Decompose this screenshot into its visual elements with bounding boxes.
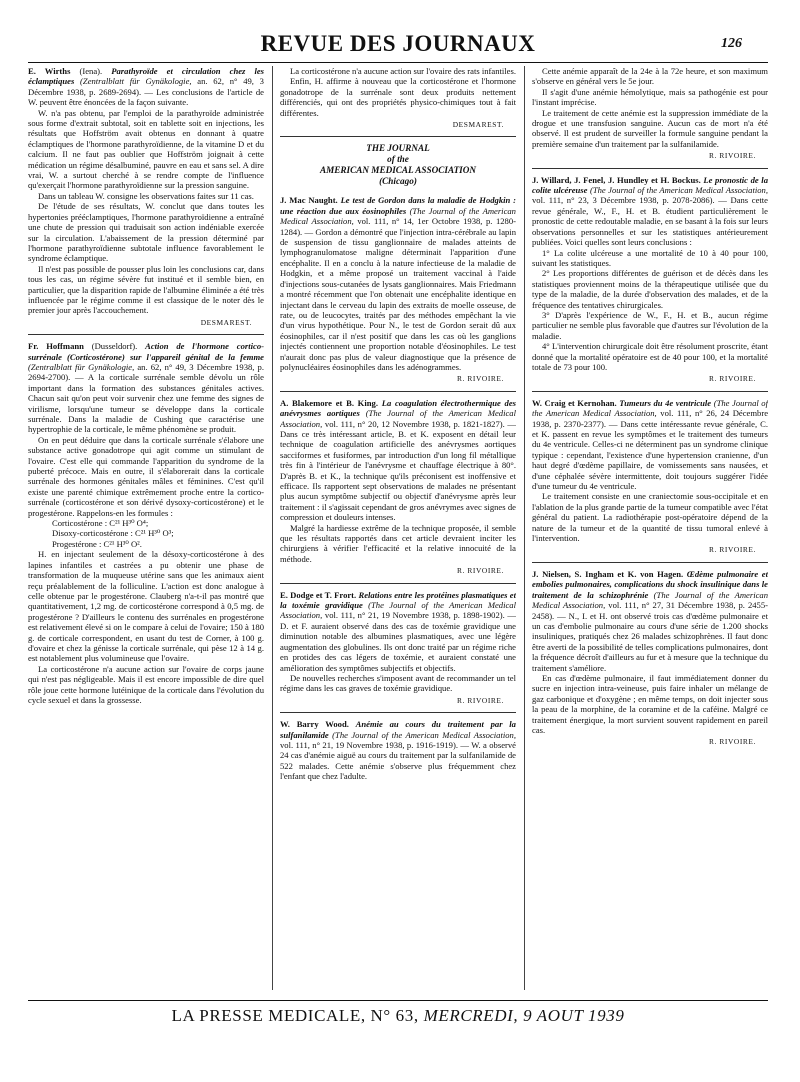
article-divider <box>280 583 516 584</box>
article-title: Œdème pulmonaire et embolies pulmonaires, complications du shock insulinique dans le traitement de la schizophrénie <box>532 568 768 600</box>
article-source: (The Journal of the American Medical Association, <box>332 729 516 740</box>
section-header-line: THE JOURNAL <box>366 143 430 154</box>
article-source: (Zentralblatt für Gynäkologie, <box>28 361 135 372</box>
article-reference: an. 62, n° 49, 3 Décembre 1938, p. 2694-2700). — A la corticale surrénale semble dévolu un rôle important dans la formation des substances génitales actives. Chacun sait qu'on peut voir survenir chez une femme des signes de virilisme, lorsqu'une tumeur se développe dans la corticale surrénale. Dans la maladie de Cushing que caractérise une hypertrophie de la corticale, le même phénomène se produit. <box>28 361 264 435</box>
article-macnaught <box>280 195 516 384</box>
article-authors: Fr. Hoffmann <box>28 341 84 352</box>
article-authors: E. Dodge et T. Frort. <box>280 589 357 600</box>
article-paragraph: 4° L'intervention chirurgicale doit être résolument proscrite, étant donné que la mortalité opératoire est de 40 pour 100, et la mortalité totale de 73 pour 100. <box>532 341 768 372</box>
article-reference: vol. 111, n° 21, 19 Novembre 1938, p. 1898-1902). — D. et F. auraient observé dans des cas de toxémie gravidique une diminution notable des albumines plasmatiques, avec une légère augmentation des globulines. Ils ont donc traité par un régime riche en protides des cas légers de toxémie, et auraient constaté une amélioration des symptômes subjectifs et objectifs. <box>280 610 516 673</box>
article-authors: W. Craig et Kernohan. <box>532 397 617 408</box>
article-signature: R. RIVOIRE. <box>708 374 756 384</box>
article-divider <box>28 334 264 335</box>
article-paragraph: De l'étude de ses résultats, W. conclut que dans toutes les hypertonies prééclamptiques, l'hormone parathyroïdienne a entraîné une chute de pression qui traduisait son action indéniable exercée sur la circulation. L'abaissement de la pression déterminé par l'hormone parathyroïdienne subtotale influence favorablement le syndrome éclamptique. <box>28 201 264 264</box>
article-affiliation: (Dusseldorf). <box>91 341 138 352</box>
article-title: Relations entre les protéines plasmatiques et la toxémie gravidique <box>280 589 516 611</box>
article-paragraph: 1° La colite ulcéreuse a une mortalité de 10 à 40 pour 100, suivant les statistiques. <box>532 247 768 268</box>
article-authors: J. Nielsen, S. Ingham et K. von Hagen. <box>532 568 684 579</box>
article-craig <box>532 398 768 556</box>
section-header-line: of the <box>387 154 409 165</box>
article-paragraph: Le traitement de cette anémie est la suppression immédiate de la drogue et une transfusion sanguine. Aucun cas de mort n'a été observé. Il est prudent de surveiller la formule sanguine pendant la première semaine d'un traitement par la sulfanilamide. <box>532 107 768 149</box>
page-number: 126 <box>721 36 742 51</box>
article-hoffmann <box>28 341 264 705</box>
section-header <box>280 143 516 187</box>
article-divider <box>280 136 516 137</box>
article-wirths <box>28 66 264 328</box>
article-authors: J. Willard, J. Fenel, J. Hundley et H. Bockus. <box>532 174 701 185</box>
article-title: Le pronostic de la colite ulcéreuse <box>532 174 768 196</box>
article-paragraph: Il s'agit d'une anémie hémolytique, mais sa pathogénie est pour l'instant imprécise. <box>532 86 768 108</box>
article-authors: W. Barry Wood. <box>280 719 349 730</box>
article-signature: R. RIVOIRE. <box>708 737 756 747</box>
article-reference: vol. 111, n° 23, 3 Décembre 1938, p. 2078-2086). — Dans cette revue générale, W., F., H. et B. étudient particulièrement le pronostic de cette redoutable maladie, en se basant à la fois sur leurs observations personnelles et sur les statistiques antérieurement publiées. Voici quelles sont leurs conclusions : <box>532 195 768 248</box>
article-hoffmann-continued <box>280 66 516 130</box>
article-blakemore <box>280 398 516 577</box>
header-rule <box>28 62 768 63</box>
article-reference: an. 62, n° 49, 3 Décembre 1938, p. 2689-2694). — Les conclusions de l'article de W. peuvent être énoncées de la façon suivante. <box>28 76 264 108</box>
footer-publication: LA PRESSE MEDICALE, N° 63, <box>171 1006 419 1025</box>
article-signature: R. RIVOIRE. <box>456 566 504 576</box>
article-reference: vol. 111, n° 20, 12 Novembre 1938, p. 1821-1827). — Dans ce très intéressant article, B. et K. exposent en détail leur technique de coagulation artificielle des anévrysmes aortiques sacciformes et fusiformes, par introduction d'un long fil métallique très fin à l'intérieur de l'anévrysme et chauffage électrique à 80°. D'après B. et K., la technique qu'ils préconisent est inoffensive et efficace. Ils rapportent sept observations de malades ne présentant plus aucun symptôme subjectif ou objectif d'anévrysme après leur traitement : il s'agissait cependant de gros anévrymes avec signes de compression et douleurs intenses. <box>280 418 516 523</box>
article-source: (The Journal of the American Medical Association, <box>280 205 516 227</box>
article-nielsen <box>532 569 768 748</box>
article-paragraph: Enfin, H. affirme à nouveau que la corticostérone et l'hormone gonadotrope de la surrénale sont deux produits nettement différenciés, qui ont des propriétés physico-chimiques tout à fait différentes. <box>280 76 516 118</box>
article-paragraph: W. n'a pas obtenu, par l'emploi de la parathyroïde administrée sous forme d'extrait subtotal, soit en tablette soit en injections, les résultats que Hoffström avait obtenus en donnant à quatre éclamptiques de l'hormone parathyroïdienne, de la vitamine D et du calcium. Il ne faut pas oublier que Hoffström joignait à cette médication un régime désalbuminé, pauvre en eau et sans sel. A dire vrai, W. a surtout cherché à se rendre compte de l'influence qu'exerçait l'hormone parathyroïdienne sur la pression sanguine. <box>28 107 264 191</box>
column-divider <box>272 66 273 990</box>
article-title: Action de l'hormone cortico-surrénale (Corticostérone) sur l'appareil génital de la femme <box>28 341 264 362</box>
article-signature: R. RIVOIRE. <box>708 151 756 161</box>
column-divider <box>524 66 525 990</box>
article-dodge <box>280 590 516 706</box>
column-right <box>532 66 768 990</box>
article-source: (The Journal of the American Medical Association, <box>532 397 768 419</box>
article-divider <box>280 391 516 392</box>
article-paragraph: Cette anémie apparaît de la 24e à la 72e heure, et son maximum s'observe en général vers le 5e jour. <box>532 66 768 87</box>
article-paragraph: 3° D'après l'expérience de W., F., H. et B., aucun régime particulier ne semble plus favorable que d'autres sur l'évolution de la maladie. <box>532 309 768 341</box>
footer-date: MERCREDI, 9 AOUT 1939 <box>423 1006 625 1025</box>
article-title: Anémie au cours du traitement par la sulfanilamide <box>280 719 516 740</box>
article-source: (The Journal of the American Medical Association, <box>532 589 768 611</box>
chemical-formula: Disoxy-corticostérone : C²¹ H³⁰ O³; <box>52 528 174 539</box>
article-paragraph: Le traitement consiste en une craniectomie sous-occipitale et en l'ablation de la plus grande partie de la tumeur compatible avec l'état général du patient. La radiothérapie post-opératoire dépend de la nature de la tumeur et de la quantité de tissu tumoral enlevé à l'intervention. <box>532 491 768 544</box>
article-title: La coagulation électrothermique des anévrysmes aortiques <box>280 397 516 419</box>
article-divider <box>280 712 516 713</box>
article-authors: E. Wirths <box>28 66 71 76</box>
article-reference: vol. 111, n° 14, 1er Octobre 1938, p. 1280-1284). — Gordon a démontré que l'injection intra-cérébrale au lapin de suspension de tissu ganglionnaire de malades atteints de lymphogranulomatose maligne déterminait l'apparition d'une encéphalite. Il en a conclu à la nature infectieuse de la maladie de Hodgkin, et a même proposé un traitement vaccinal à l'aide d'injections sous-cutanées de lysats ganglionnaires. Mais Friedmann a montré récemment que l'on obtenait une encéphalite identique en injectant dans le cerveau du lapin des extraits de moelle osseuse, de rate, ou de leucocytes, traités par des méthodes empêchant la vie d'un virus hypothétique. Pour N., le test de Gordon serait dû aux éosinophiles, car il n'est positif que dans les cas où les ganglions injectés contiennent une proportion notable d'éosinophiles. Le test n'aurait donc pas plus de valeur diagnostique que la présence de polynucléaires éosinophiles dans les adénogrammes. <box>280 216 516 372</box>
article-paragraph: On en peut déduire que dans la corticale surrénale s'élabore une substance active gonadotrope qui agit comme un stimulant de l'ovaire. C'est elle qui commande l'apparition du syndrome de la puberté précoce. Mais en outre, il s'élaborerait dans la corticale surrénale des hormones génitales mâles et féminines. C'est qu'il existe une parenté chimique extrêmement proche entre la cortico-surrénale (corticostérone et son dérivé dysoxy-corticostérone) et le progestérone. Rappelons-en les formules : <box>28 434 264 518</box>
article-divider <box>532 391 768 392</box>
column-left <box>28 66 264 990</box>
article-title: Le test de Gordon dans la maladie de Hodgkin : une réaction due aux éosinophiles <box>280 195 516 216</box>
article-paragraph: Il n'est pas possible de pousser plus loin les conclusions car, dans tous les cas, un régime sévère fut institué et il semble bien, en particulier, que la disparition rapide de l'albumine éliminée a été très influencée par le régime comme il est classique de le noter dès le premier jour après l'accouchement. <box>28 263 264 316</box>
article-signature: R. RIVOIRE. <box>708 545 756 555</box>
article-authors: A. Blakemore et B. King. <box>280 397 378 408</box>
article-authors: J. Mac Naught. <box>280 195 338 206</box>
footer-rule <box>28 1000 768 1001</box>
page-footer <box>28 1006 768 1026</box>
article-title: Parathyroïde et circulation chez les éclamptiques <box>28 66 264 87</box>
article-source: (Zentralblatt für Gynäkologie, <box>80 76 192 87</box>
article-title: Tumeurs du 4e ventricule <box>619 397 712 408</box>
section-header-line: AMERICAN MEDICAL ASSOCIATION <box>319 165 477 176</box>
article-reference: vol. 111, n° 21, 19 Novembre 1938, p. 1916-1919). — W. a observé 24 cas d'anémie aiguë au cours du traitement par la sulfanilamide de 522 malades. Cette anémie s'observe plus fréquemment chez l'enfant que chez l'adulte. <box>280 739 516 782</box>
article-signature: DESMAREST. <box>200 317 252 327</box>
article-signature: DESMAREST. <box>452 120 504 130</box>
section-header-line: (Chicago) <box>379 176 417 187</box>
article-signature: R. RIVOIRE. <box>456 695 504 705</box>
article-divider <box>532 168 768 169</box>
article-source: (The Journal of the American Medical Association, <box>280 600 516 621</box>
article-reference: vol. 111, n° 26, 24 Décembre 1938, p. 2370-2377). — Dans cette intéressante revue générale, C. et K. passent en revue les symptômes et le traitement des tumeurs du 4e ventricule. Celles-ci ne déterminent pas un syndrome clinique typique : cependant, l'existence d'une hypertension cranienne, d'un haut degré d'œdème papillaire, de vomissements sans nausées, et d'une céphalée sévère intermittente, doit toujours suggérer l'idée d'une tumeur du 4e ventricule. <box>532 408 768 492</box>
article-source: (The Journal of the American Medical Association, <box>280 408 516 429</box>
article-paragraph: 2° Les proportions différentes de guérison et de décès dans les statistiques proviennent moins de la thérapeutique utilisée que du type de la maladie, de la durée d'observation des malades, et de la fréquence des tentatives chirurgicales. <box>532 268 768 310</box>
article-willard <box>532 175 768 385</box>
article-wood-continued <box>532 66 768 162</box>
article-paragraph: La corticostérone n'a aucune action sur l'ovaire des rats infantiles. <box>290 66 516 76</box>
article-paragraph: De nouvelles recherches s'imposent avant de recommander un tel régime dans les cas graves de toxémie gravidique. <box>280 672 516 694</box>
article-signature: R. RIVOIRE. <box>456 374 504 384</box>
chemical-formula: Corticostérone : C²¹ H³⁰ O⁴; <box>52 518 149 529</box>
journal-title: REVUE DES JOURNAUX <box>260 31 536 56</box>
article-affiliation: (Iena). <box>79 66 103 76</box>
article-paragraph: Dans un tableau W. consigne les observations faites sur 11 cas. <box>38 190 254 201</box>
chemical-formula: Progestérone : C²¹ H³⁰ O². <box>52 538 142 549</box>
article-reference: vol. 111, n° 27, 31 Décembre 1938, p. 2455-2458). — N., I. et H. ont observé trois cas d'œdème pulmonaire et un cas d'embolie pulmonaire au cours d'une série de 1.200 shocks insuliniques, pratiqués chez 26 malades schizophrènes. Il faut donc être averti de la possibilité de telles complications pulmonaires, dont la fréquence décroît d'ailleurs au fur et à mesure que la technique du traitement s'améliore. <box>532 600 768 673</box>
article-source: (The Journal of the American Medical Association, <box>589 185 768 196</box>
article-paragraph: En cas d'œdème pulmonaire, il faut immédiatement donner du sucre en injection intra-veineuse, puis faire inhaler un mélange de gaz carbonique et d'oxygène ; en même temps, on doit injecter sous la peau de la morphine, de la coramine et de la caféine. Malgré ce traitement énergique, la mort survient souvent rapidement en pareil cas. <box>532 672 768 735</box>
article-wood <box>280 719 516 781</box>
column-middle <box>280 66 516 990</box>
running-head <box>28 30 768 64</box>
article-paragraph: La corticostérone n'a aucune action sur l'ovaire de corps jaune qui n'est pas négligeable. Mais il est encore impossible de dire quel rôle joue cette hormone lutéinique de la corticale dans l'évolution du cycle sexuel et dans la grossesse. <box>28 663 264 705</box>
article-paragraph: Malgré la hardiesse extrême de la technique proposée, il semble que les résultats rapportés dans cet article devraient inciter les chirurgiens à vérifier l'efficacité et la relative innocuité de la méthode. <box>280 522 516 564</box>
article-columns <box>28 66 768 990</box>
article-divider <box>532 562 768 563</box>
article-paragraph: H. en injectant seulement de la désoxy-corticostérone à des lapines infantiles et castrées a pu obtenir une phase de transformation de la muqueuse utérine sans que les animaux aient reçu préalablement de la folliculine. L'action est donc analogue à celle obtenue par le progestérone. Clauberg n'a-t-il pas montré que quantitativement, 1,2 mg. de corticostérone correspond à 0,5 mg. de progestérone ? D'ailleurs le contenu des surrénales en progestérone est relativement élevé si on le compare à celui de l'ovaire; 150 à 180 g. de corticale correspondent, en usant du test de Corner, à 100 g. d'ovaire et chez la génisse la corticale surrénale, qui pèse 12 à 14 g. est notablement plus volumineuse que l'ovaire. <box>28 549 264 664</box>
journal-page <box>28 0 768 1082</box>
